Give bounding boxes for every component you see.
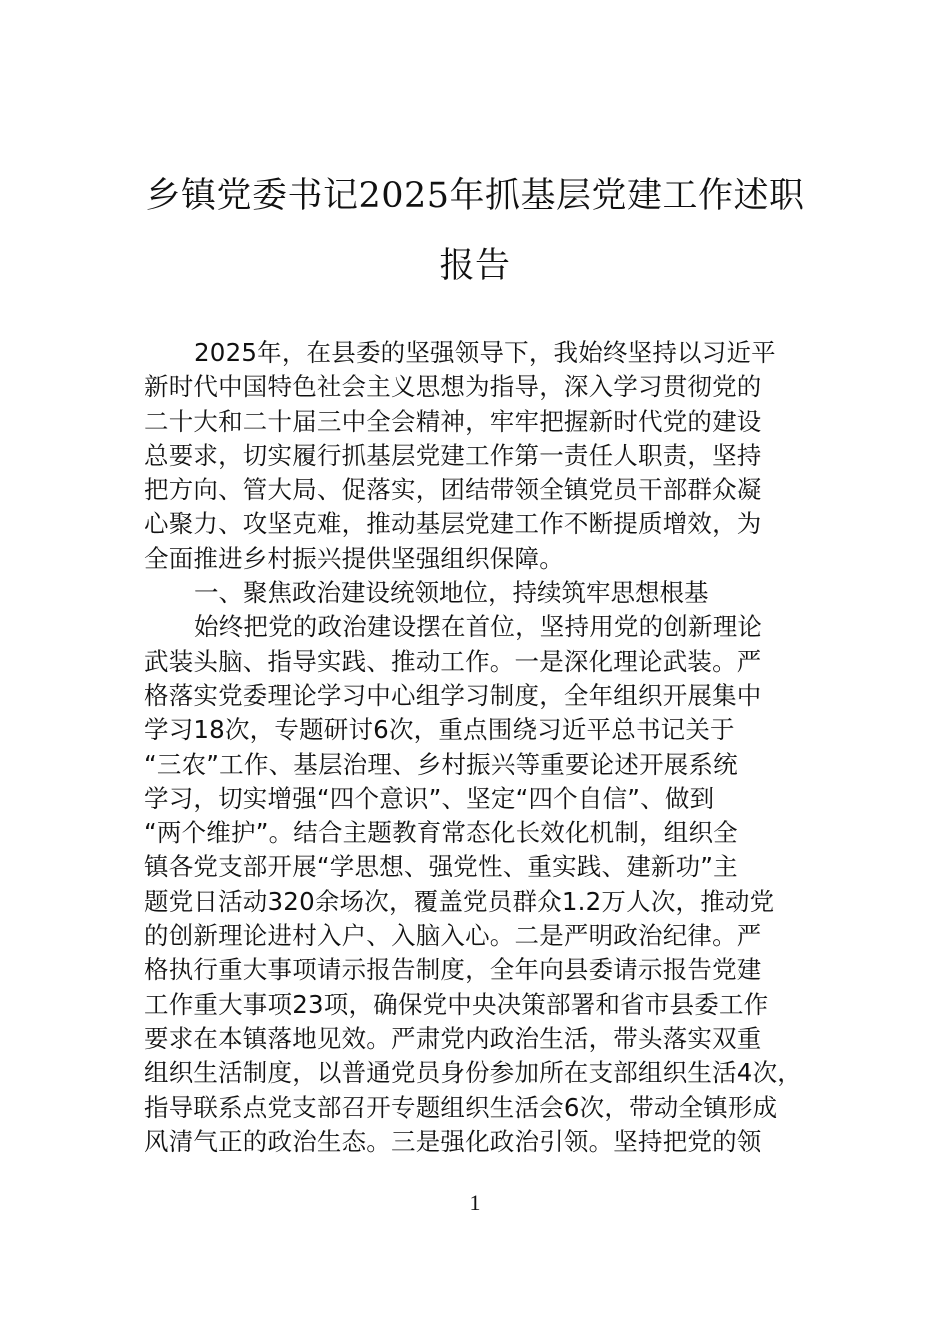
section-line: 镇各党支部开展“学思想、强党性、重实践、建新功”主 xyxy=(144,852,738,882)
section-line: “两个维护”。结合主题教育常态化长效化机制，组织全 xyxy=(144,818,738,848)
section-line: 题党日活动320余场次，覆盖党员群众1.2万人次，推动党 xyxy=(144,886,775,916)
section-line: 格执行重大事项请示报告制度，全年向县委请示报告党建 xyxy=(144,955,762,985)
title-line-2: 报告 xyxy=(439,246,511,286)
intro-line: 心聚力、攻坚克难，推动基层党建工作不断提质增效，为 xyxy=(144,509,762,539)
page-number: 1 xyxy=(469,1190,481,1215)
section-line: 指导联系点党支部召开专题组织生活会6次，带动全镇形成 xyxy=(144,1092,778,1122)
section-line: 的创新理论进村入户、入脑入心。二是严明政治纪律。严 xyxy=(144,921,762,951)
section-line: 格落实党委理论学习中心组学习制度，全年组织开展集中 xyxy=(144,680,762,710)
section-line: 始终把党的政治建设摆在首位，坚持用党的创新理论 xyxy=(194,612,763,642)
document-title xyxy=(120,161,830,301)
document-body xyxy=(144,336,808,1159)
title-line-1: 乡镇党委书记2025年抓基层党建工作述职 xyxy=(145,176,805,216)
section-line: 风清气正的政治生态。三是强化政治引领。坚持把党的领 xyxy=(144,1126,762,1156)
intro-line: 二十大和二十届三中全会精神，牢牢把握新时代党的建设 xyxy=(144,406,762,436)
section-line: 学习18次，专题研讨6次，重点围绕习近平总书记关于 xyxy=(144,715,735,745)
intro-line: 新时代中国特色社会主义思想为指导，深入学习贯彻党的 xyxy=(144,372,762,402)
section-line: 组织生活制度，以普通党员身份参加所在支部组织生活4次， xyxy=(144,1058,802,1088)
section-paragraph xyxy=(144,610,808,1159)
intro-line: 把方向、管大局、促落实，团结带领全镇党员干部群众凝 xyxy=(144,475,762,505)
section-line: 工作重大事项23项，确保党中央决策部署和省市县委工作 xyxy=(144,989,769,1019)
section-heading: 一、聚焦政治建设统领地位，持续筑牢思想根基 xyxy=(194,578,709,608)
section-line: “三农”工作、基层治理、乡村振兴等重要论述开展系统 xyxy=(144,749,738,779)
section-line: 学习，切实增强“四个意识”、坚定“四个自信”、做到 xyxy=(144,783,715,813)
intro-line: 2025年，在县委的坚强领导下，我始终坚持以习近平 xyxy=(194,338,776,367)
section-line: 武装头脑、指导实践、推动工作。一是深化理论武装。严 xyxy=(144,646,762,676)
section-line: 要求在本镇落地见效。严肃党内政治生活，带头落实双重 xyxy=(144,1023,762,1053)
intro-paragraph xyxy=(144,336,808,576)
intro-line: 全面推进乡村振兴提供坚强组织保障。 xyxy=(144,543,564,573)
intro-line: 总要求，切实履行抓基层党建工作第一责任人职责，坚持 xyxy=(144,440,762,470)
